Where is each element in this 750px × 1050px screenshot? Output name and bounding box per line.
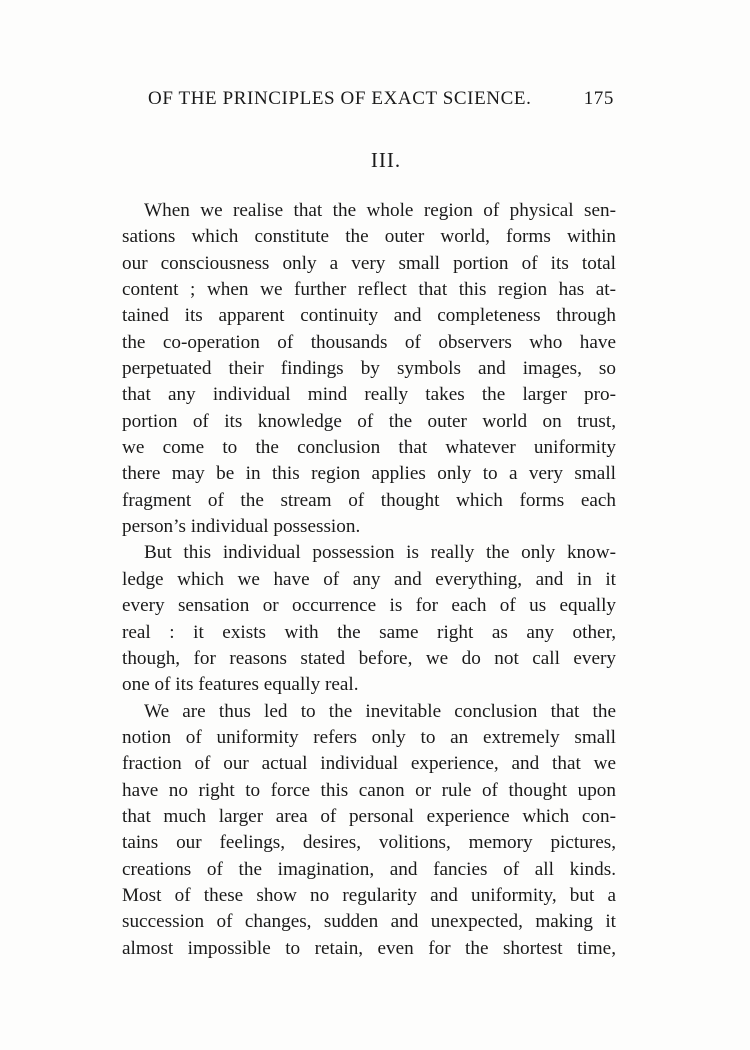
text-line: creations of the imagination, and fancies of all kinds. (122, 858, 616, 880)
text-line: our consciousness only a very small portion of its total (122, 252, 616, 274)
text-line: real : it exists with the same right as any other, (122, 621, 616, 643)
text-line: portion of its knowledge of the outer world on trust, (122, 410, 616, 432)
running-head-title: OF THE PRINCIPLES OF EXACT SCIENCE. (148, 88, 532, 109)
text-line: tains our feelings, desires, volitions, memory pictures, (122, 832, 616, 854)
text-line: But this individual possession is really the only know- (144, 542, 616, 564)
body-text (122, 198, 616, 962)
text-line: the co-operation of thousands of observers who have (122, 331, 616, 353)
paragraph (122, 699, 616, 962)
text-line: there may be in this region applies only to a very small (122, 463, 616, 485)
text-line: sations which constitute the outer world, forms within (122, 226, 616, 248)
text-line: we come to the conclusion that whatever uniformity (122, 437, 616, 459)
paragraph (122, 540, 616, 698)
text-line: tained its apparent continuity and completeness through (122, 305, 616, 327)
text-line: fraction of our actual individual experience, and that we (122, 753, 616, 775)
section-number: III. (370, 148, 402, 172)
text-line: succession of changes, sudden and unexpected, making it (122, 911, 616, 933)
text-line: that any individual mind really takes the larger pro- (122, 384, 616, 406)
page-number: 175 (583, 88, 614, 109)
paragraph (122, 198, 616, 540)
running-head (148, 88, 614, 114)
text-line: content ; when we further reflect that this region has at- (122, 279, 616, 301)
text-line: every sensation or occurrence is for each of us equally (122, 595, 616, 617)
text-line: person’s individual possession. (122, 516, 361, 538)
text-line: almost impossible to retain, even for the shortest time, (122, 937, 616, 959)
text-line: notion of uniformity refers only to an extremely small (122, 726, 616, 748)
text-line: that much larger area of personal experience which con- (122, 805, 616, 827)
text-line: ledge which we have of any and everything, and in it (122, 568, 616, 590)
text-line: When we realise that the whole region of physical sen- (144, 200, 616, 221)
text-line: though, for reasons stated before, we do not call every (122, 647, 616, 669)
text-line: one of its features equally real. (122, 674, 359, 696)
text-line: have no right to force this canon or rule of thought upon (122, 779, 616, 801)
text-line: Most of these show no regularity and uniformity, but a (122, 884, 616, 906)
text-line: fragment of the stream of thought which forms each (122, 489, 616, 511)
text-line: We are thus led to the inevitable conclusion that the (144, 700, 616, 722)
text-line: perpetuated their findings by symbols and images, so (122, 358, 616, 380)
